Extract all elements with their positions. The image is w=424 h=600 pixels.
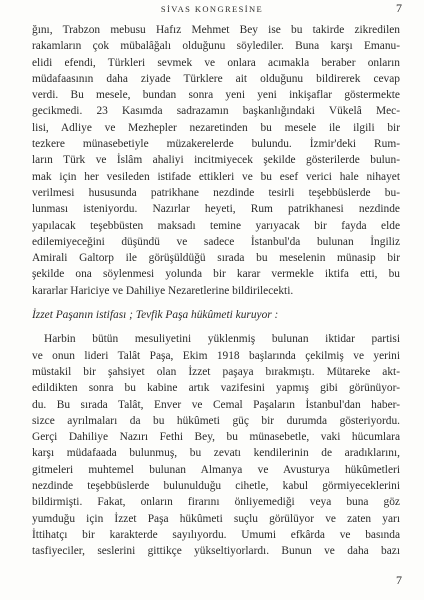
section-subheading: İzzet Paşanın istifası ; Tevfik Paşa hükûmeti kuruyor :: [32, 309, 279, 322]
text-line: müstakil bir şahsiyet olan İzzet paşaya bırakmıştı. Mütareke akt-: [32, 365, 400, 378]
text-line: verilmesi hususunda patrikhane nezdinde tesirli teşebbüslerde bu-: [32, 186, 400, 199]
text-line: tezkere münasebetiyle müzakerelerde bulundu. İzmir'deki Rum-: [32, 138, 400, 151]
text-line: verdi. Bu mesele, bundan sonra yeni yeni inkişaflar göstermekte: [32, 89, 400, 102]
text-line: karşı müdafaada bulunmuş, bu zevatı kendilerinin de aradıklarını,: [32, 447, 400, 460]
paragraph-1: [32, 22, 400, 299]
text-line: gecikmedi. 23 Kasımda sadrazamın başkanlığındaki Vükelâ Mec-: [32, 105, 400, 118]
text-line: Gerçi Dahiliye Nazırı Fethi Bey, bu münasebetle, vaki hücumlara: [32, 431, 400, 444]
text-line: lunması isteniyordu. Nazırlar heyeti, Rum patrikhanesi nezdinde: [32, 203, 400, 216]
text-line: edildikten sonra bu kabine artık vazifesini yapmış gibi görünüyor-: [32, 382, 400, 395]
text-line: bildirmişti. Fakat, onların firarını önliyemediği veya buna göz: [32, 496, 400, 509]
text-line: lisi, Adliye ve Mezhepler nezaretinden bu mesele ile ilgili bir: [32, 121, 400, 134]
page-number-top: 7: [396, 1, 402, 15]
paragraph-2: [32, 331, 400, 559]
body-text: [32, 22, 400, 560]
text-line: rakamların çok mübalâğalı olduğunu söylediler. Buna karşı Emanu-: [32, 40, 400, 53]
text-line: mak için her vesileden istifade ettikleri ve bu esef verici hale nihayet: [32, 170, 400, 183]
text-line: İttihatçı bir karakterde sayılıyordu. Umumi efkârda ve basında: [32, 528, 400, 541]
text-line: kararlar Hariciye ve Dahiliye Nezaretlerine bildirilecekti.: [32, 284, 294, 297]
page-header: [0, 0, 424, 22]
text-line: ğını, Trabzon mebusu Hafız Mehmet Bey ise bu takirde zikredilen: [32, 24, 400, 36]
paragraph-gap: [32, 299, 400, 307]
text-line: elidi efendi, Türkleri sevmek ve onlara acımakla beraber onların: [32, 56, 400, 69]
text-line: Amirali Galtorp ile görüşüldüğü sırada bu meselenin münasip bir: [32, 252, 400, 265]
text-line: gitmeleri muhtemel bulunan Almanya ve Avusturya hükûmetleri: [32, 463, 400, 476]
text-line: du. Bu sırada Talât, Enver ve Cemal Paşaların İstanbul'dan haber-: [32, 398, 400, 411]
text-line: şekilde ona söylenmesi yolunda bir karar vermekle iktifa etti, bu: [32, 268, 400, 281]
text-line: müdafaasının daha ziyade Türklere ait olduğunu bildirerek cevap: [32, 72, 400, 85]
text-line: tasfiyeciler, seslerini gittikçe yükseltiyorlardı. Bunun ve daha bazı: [32, 545, 400, 558]
text-line: sizce ayrılmaları da bu hükûmeti güç bir durumda gösteriyordu.: [32, 414, 400, 427]
text-line: nezdinde teşebbüslerde bulunulduğu cihetle, kabul görmiyeceklerini: [32, 480, 400, 493]
text-line: ve onun lideri Talât Paşa, Ekim 1918 başlarında çekilmiş ve yerini: [32, 349, 400, 362]
text-line: edilemiyeceğini düşündü ve sadece İstanbul'da bulunan İngiliz: [32, 235, 400, 248]
page-number-bottom: 7: [396, 573, 402, 587]
paragraph-gap: [32, 323, 400, 331]
running-head: SİVAS KONGRESİNE: [160, 4, 264, 14]
text-line: yumduğu için İzzet Paşa hükûmeti suçlu görülüyor ve zaten yarı: [32, 512, 400, 525]
text-line: Harbin bütün mesuliyetini yüklenmiş bulunan iktidar partisi: [44, 333, 400, 346]
text-line: yapılacak teşebbüsten maksadı temine yarıyacak bir fayda elde: [32, 219, 400, 232]
text-line: ların Türk ve İslâm ahaliyi incitmiyecek şekilde gösterilerde bulun-: [32, 154, 400, 167]
